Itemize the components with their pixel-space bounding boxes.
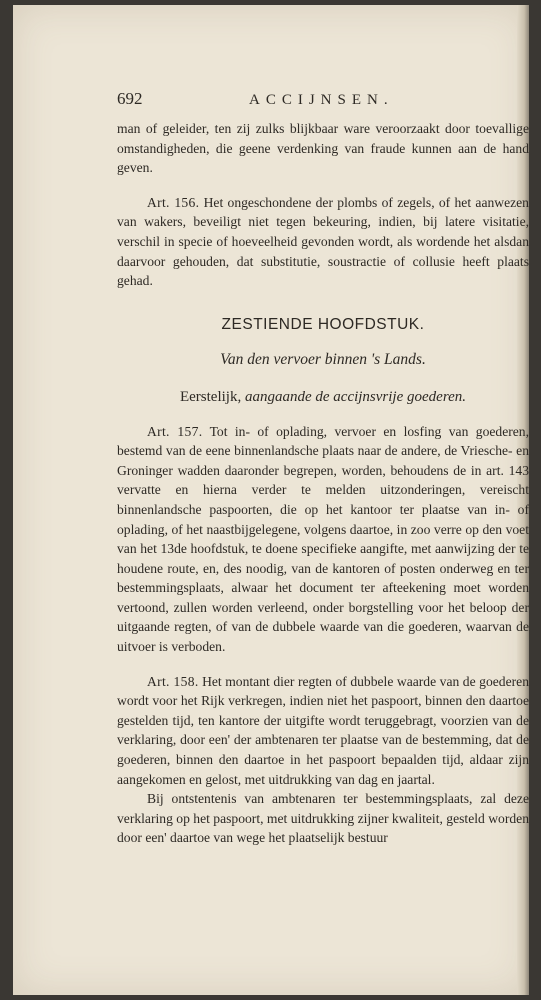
intro-paragraph: man of geleider, ten zij zulks blijkbaar ware veroorzaakt door toevallige omstandigheden, die geene verdenking van fraude kunnen aan de hand geven. xyxy=(117,121,529,176)
article-157-label: Art. 157. xyxy=(147,423,203,439)
article-158-label: Art. 158. xyxy=(147,673,199,689)
page-text xyxy=(117,89,529,848)
section-title: Van den vervoer binnen 's Lands. xyxy=(220,351,426,369)
page-header xyxy=(117,89,529,115)
article-156-label: Art. 156. xyxy=(147,194,200,210)
subsection-heading xyxy=(117,388,529,408)
article-156 xyxy=(117,193,529,291)
article-157-text: Tot in- of oplading, vervoer en losfing van goederen, bestemd van de eene binnenlandsche plaats naar de andere, de Vriesche- en Groninger wadden daaronder begrepen, worden, behoudens de in art. 143 vervatte en hierna verder te melden uitzonderingen, vereischt binnenlandsche paspoorten, die op het kantoor ter plaatse van in- of oplading, of het naastbijgelegene, volgens daartoe, in zoo verre op den voet van het 13de hoofdstuk, te doene specifieke aangifte, met aanwijzing der te houdene route, en, des noodig, van de kantoren of posten onderweg en ter bestemmingsplaats, alwaar het document ter afteekening moet worden vertoond, zullen worden verleend, onder borgstelling voor het beloop der uitgaande regten, of van de dubbele waarde van die goederen, waarvan de uitvoer is verboden. xyxy=(117,423,529,655)
book-page xyxy=(13,5,529,995)
subsection-italic: aangaande de accijnsvrije goederen. xyxy=(244,388,467,405)
subsection-lead: Eerstelijk, xyxy=(179,388,242,405)
article-158-text: Het montant dier regten of dubbele waarde van de goederen wordt voor het Rijk verkregen, indien niet het paspoort, binnen den daartoe gestelden tijd, ten kantore der uitgifte wordt teruggebragt, voorzien van de verklaring, door een' der ambtenaren ter plaatse van de bestemming, dat de goederen, binnen den daartoe in het paspoort bepaalden tijd, aldaar zijn aangekomen en gelost, met uitdrukking van dag en jaartal. xyxy=(117,673,529,787)
article-156-text: Het ongeschondene der plombs of zegels, of het aanwezen van wakers, beveiligt niet tegen bekeuring, indien, bij latere visitatie, verschil in specie of hoeveelheid gevonden wordt, als wordende het alsdan daarvoor gehouden, dat substitutie, soustractie of collusie heeft plaats gehad. xyxy=(117,194,529,289)
article-158 xyxy=(117,672,529,790)
running-head: ACCIJNSEN. xyxy=(249,92,394,108)
closing-paragraph: Bij ontstentenis van ambtenaren ter bestemmingsplaats, zal deze verklaring op het paspoort, met uitdrukking zijner kwaliteit, gesteld worden door een' daartoe van wege het plaatselijk bestuur xyxy=(117,791,529,846)
chapter-title: ZESTIENDE HOOFDSTUK. xyxy=(221,315,425,333)
page-number: 692 xyxy=(117,89,143,108)
article-157 xyxy=(117,422,529,657)
